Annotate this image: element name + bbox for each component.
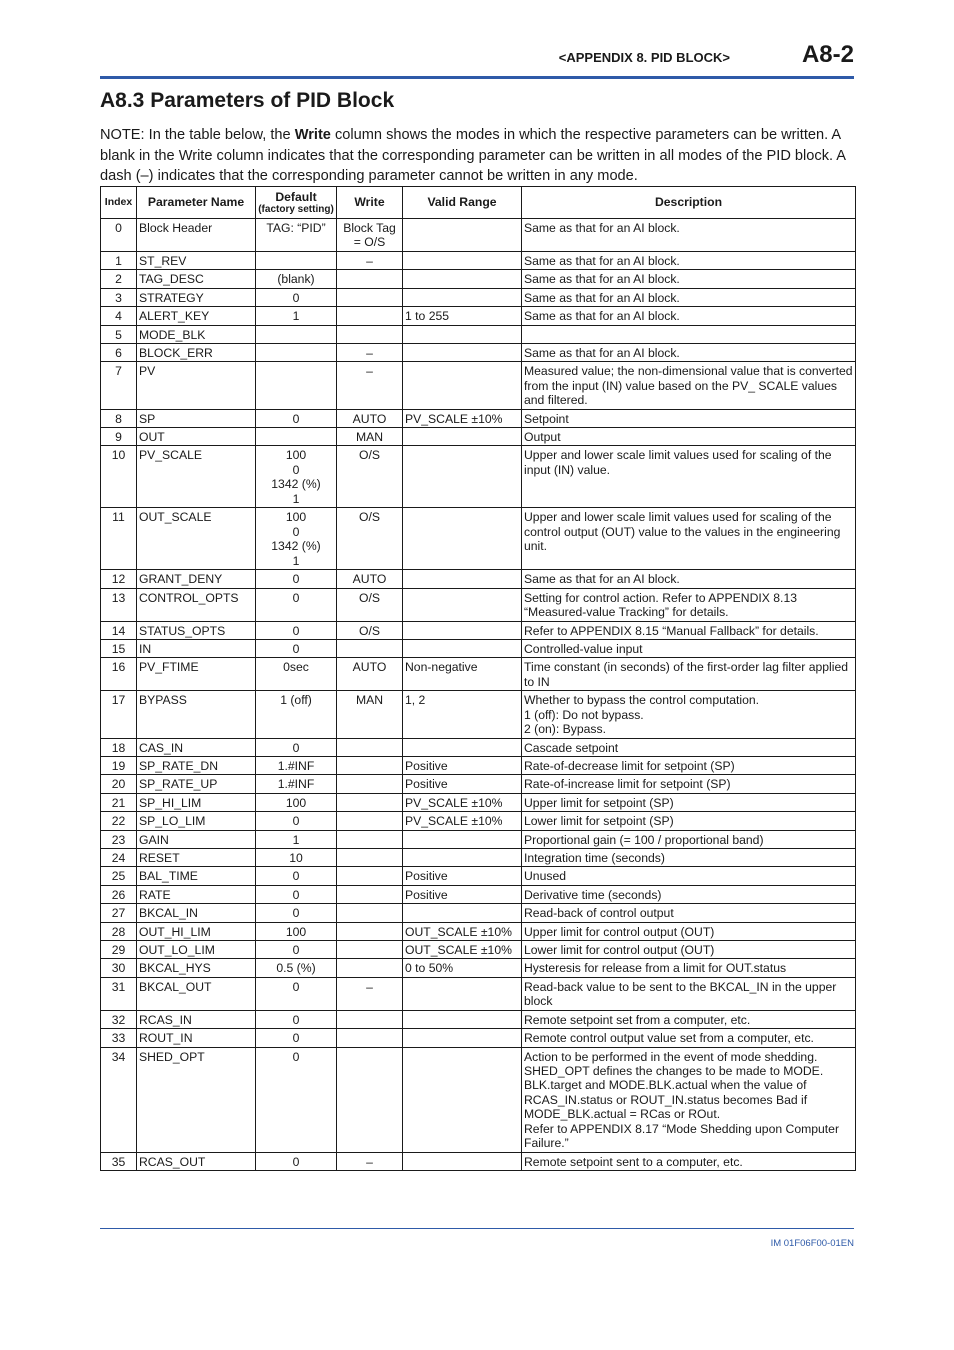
header-index: Index	[101, 187, 137, 219]
cell-default	[256, 362, 337, 409]
cell-index: 29	[101, 941, 137, 959]
table-row	[101, 344, 856, 362]
cell-valid-range: OUT_SCALE ±10%	[403, 941, 522, 959]
cell-valid-range: Positive	[403, 775, 522, 793]
cell-default: 0	[256, 941, 337, 959]
cell-parameter-name: OUT	[137, 428, 256, 446]
cell-write: MAN	[337, 428, 403, 446]
cell-description: Same as that for an AI block.	[522, 307, 856, 325]
document-id: IM 01F06F00-01EN	[770, 1238, 854, 1249]
note-suffix: column shows the modes in which the respective parameters can be written. A blank in the Write column indicates that the corresponding parameter can be written in all modes of the PID block. A dash (–) indicates that the corresponding parameter cannot be written in any mode.	[100, 127, 846, 184]
cell-parameter-name: PV_FTIME	[137, 658, 256, 691]
cell-description: Setpoint	[522, 409, 856, 427]
cell-write	[337, 775, 403, 793]
cell-index: 10	[101, 446, 137, 508]
cell-write: AUTO	[337, 658, 403, 691]
cell-default: 0	[256, 1152, 337, 1170]
cell-default: 10	[256, 848, 337, 866]
footer-rule	[100, 1228, 854, 1229]
cell-default: 1	[256, 830, 337, 848]
table-row	[101, 793, 856, 811]
header-default-sub: (factory setting)	[258, 204, 334, 216]
cell-write	[337, 1010, 403, 1028]
cell-valid-range	[403, 848, 522, 866]
cell-description: Upper and lower scale limit values used for scaling of the control output (OUT) value to the values in the engineering unit.	[522, 508, 856, 570]
cell-index: 3	[101, 288, 137, 306]
cell-description: Remote setpoint sent to a computer, etc.	[522, 1152, 856, 1170]
cell-default: 0	[256, 1010, 337, 1028]
cell-write: –	[337, 1152, 403, 1170]
cell-valid-range	[403, 446, 522, 508]
cell-index: 19	[101, 756, 137, 774]
cell-index: 5	[101, 325, 137, 343]
cell-write	[337, 922, 403, 940]
cell-parameter-name: BLOCK_ERR	[137, 344, 256, 362]
cell-description: Refer to APPENDIX 8.15 “Manual Fallback” for details.	[522, 621, 856, 639]
cell-valid-range	[403, 508, 522, 570]
cell-default: 100 0 1342 (%) 1	[256, 446, 337, 508]
cell-valid-range	[403, 288, 522, 306]
cell-valid-range	[403, 738, 522, 756]
note-bold-write: Write	[294, 127, 331, 143]
cell-default: 1 (off)	[256, 691, 337, 738]
cell-write	[337, 307, 403, 325]
cell-write	[337, 325, 403, 343]
cell-write: –	[337, 977, 403, 1010]
cell-write: AUTO	[337, 570, 403, 588]
table-row	[101, 270, 856, 288]
cell-parameter-name: SP_LO_LIM	[137, 812, 256, 830]
cell-parameter-name: SP	[137, 409, 256, 427]
cell-write	[337, 904, 403, 922]
cell-parameter-name: ST_REV	[137, 252, 256, 270]
cell-index: 35	[101, 1152, 137, 1170]
cell-description: Upper and lower scale limit values used for scaling of the input (IN) value.	[522, 446, 856, 508]
cell-valid-range: OUT_SCALE ±10%	[403, 922, 522, 940]
cell-default	[256, 252, 337, 270]
table-row	[101, 941, 856, 959]
cell-default: 100 0 1342 (%) 1	[256, 508, 337, 570]
table-row	[101, 977, 856, 1010]
table-row	[101, 570, 856, 588]
cell-index: 7	[101, 362, 137, 409]
cell-description: Same as that for an AI block.	[522, 570, 856, 588]
cell-write	[337, 1047, 403, 1152]
cell-description: Upper limit for setpoint (SP)	[522, 793, 856, 811]
cell-write	[337, 639, 403, 657]
cell-default: 0.5 (%)	[256, 959, 337, 977]
cell-index: 6	[101, 344, 137, 362]
table-row	[101, 588, 856, 621]
cell-default	[256, 428, 337, 446]
table-row	[101, 252, 856, 270]
cell-default: 0	[256, 904, 337, 922]
cell-write	[337, 885, 403, 903]
note-prefix: NOTE: In the table below, the	[100, 127, 295, 143]
table-row	[101, 830, 856, 848]
table-row	[101, 1010, 856, 1028]
cell-parameter-name: RCAS_OUT	[137, 1152, 256, 1170]
cell-default: 0	[256, 570, 337, 588]
cell-parameter-name: BKCAL_IN	[137, 904, 256, 922]
cell-description: Output	[522, 428, 856, 446]
cell-index: 13	[101, 588, 137, 621]
cell-index: 23	[101, 830, 137, 848]
cell-write	[337, 738, 403, 756]
cell-default: 100	[256, 793, 337, 811]
cell-index: 34	[101, 1047, 137, 1152]
cell-default: 0	[256, 1029, 337, 1047]
cell-default: 0	[256, 867, 337, 885]
cell-index: 14	[101, 621, 137, 639]
cell-parameter-name: GAIN	[137, 830, 256, 848]
cell-description	[522, 325, 856, 343]
cell-valid-range	[403, 1047, 522, 1152]
cell-index: 21	[101, 793, 137, 811]
cell-write	[337, 812, 403, 830]
cell-description: Rate-of-decrease limit for setpoint (SP)	[522, 756, 856, 774]
cell-description: Same as that for an AI block.	[522, 252, 856, 270]
table-row	[101, 639, 856, 657]
cell-index: 0	[101, 219, 137, 252]
cell-description: Upper limit for control output (OUT)	[522, 922, 856, 940]
header-write: Write	[337, 187, 403, 219]
cell-index: 30	[101, 959, 137, 977]
cell-default: (blank)	[256, 270, 337, 288]
cell-write	[337, 941, 403, 959]
cell-parameter-name: GRANT_DENY	[137, 570, 256, 588]
cell-write	[337, 830, 403, 848]
cell-parameter-name: ROUT_IN	[137, 1029, 256, 1047]
cell-valid-range	[403, 344, 522, 362]
cell-default: 0	[256, 588, 337, 621]
cell-index: 17	[101, 691, 137, 738]
cell-parameter-name: RESET	[137, 848, 256, 866]
cell-valid-range: PV_SCALE ±10%	[403, 793, 522, 811]
table-row	[101, 658, 856, 691]
cell-parameter-name: SP_HI_LIM	[137, 793, 256, 811]
table-row	[101, 219, 856, 252]
table-row	[101, 621, 856, 639]
cell-write	[337, 867, 403, 885]
cell-parameter-name: RATE	[137, 885, 256, 903]
cell-valid-range	[403, 570, 522, 588]
cell-index: 12	[101, 570, 137, 588]
cell-description: Controlled-value input	[522, 639, 856, 657]
cell-index: 8	[101, 409, 137, 427]
parameters-table	[100, 186, 856, 1171]
table-row	[101, 756, 856, 774]
cell-write	[337, 959, 403, 977]
cell-parameter-name: STRATEGY	[137, 288, 256, 306]
cell-write: AUTO	[337, 409, 403, 427]
cell-description: Remote control output value set from a computer, etc.	[522, 1029, 856, 1047]
cell-parameter-name: OUT_LO_LIM	[137, 941, 256, 959]
cell-valid-range: PV_SCALE ±10%	[403, 812, 522, 830]
table-row	[101, 959, 856, 977]
cell-parameter-name: TAG_DESC	[137, 270, 256, 288]
cell-description: Setting for control action. Refer to APPENDIX 8.13 “Measured-value Tracking” for details.	[522, 588, 856, 621]
cell-parameter-name: SP_RATE_DN	[137, 756, 256, 774]
cell-index: 22	[101, 812, 137, 830]
cell-default: 0	[256, 409, 337, 427]
cell-description: Same as that for an AI block.	[522, 219, 856, 252]
header-description: Description	[522, 187, 856, 219]
cell-index: 31	[101, 977, 137, 1010]
cell-default: 1.#INF	[256, 756, 337, 774]
cell-write	[337, 756, 403, 774]
table-row	[101, 922, 856, 940]
cell-parameter-name: CAS_IN	[137, 738, 256, 756]
table-row	[101, 775, 856, 793]
cell-default: 1	[256, 307, 337, 325]
cell-parameter-name: OUT_HI_LIM	[137, 922, 256, 940]
cell-description: Hysteresis for release from a limit for OUT.status	[522, 959, 856, 977]
cell-valid-range	[403, 362, 522, 409]
cell-index: 26	[101, 885, 137, 903]
table-row	[101, 446, 856, 508]
table-row	[101, 409, 856, 427]
cell-valid-range: 1 to 255	[403, 307, 522, 325]
cell-default: 0	[256, 639, 337, 657]
cell-description: Lower limit for setpoint (SP)	[522, 812, 856, 830]
cell-default: 0	[256, 621, 337, 639]
cell-parameter-name: SHED_OPT	[137, 1047, 256, 1152]
cell-default: 100	[256, 922, 337, 940]
cell-index: 4	[101, 307, 137, 325]
cell-valid-range	[403, 830, 522, 848]
cell-valid-range	[403, 252, 522, 270]
cell-valid-range: Non-negative	[403, 658, 522, 691]
cell-description: Unused	[522, 867, 856, 885]
cell-write	[337, 288, 403, 306]
cell-index: 18	[101, 738, 137, 756]
page-header	[100, 38, 854, 79]
cell-parameter-name: PV	[137, 362, 256, 409]
cell-parameter-name: SP_RATE_UP	[137, 775, 256, 793]
cell-index: 1	[101, 252, 137, 270]
cell-parameter-name: BAL_TIME	[137, 867, 256, 885]
cell-description: Proportional gain (= 100 / proportional band)	[522, 830, 856, 848]
table-row	[101, 428, 856, 446]
cell-valid-range	[403, 428, 522, 446]
table-row	[101, 1047, 856, 1152]
cell-parameter-name: CONTROL_OPTS	[137, 588, 256, 621]
cell-description: Same as that for an AI block.	[522, 288, 856, 306]
cell-parameter-name: BKCAL_HYS	[137, 959, 256, 977]
cell-index: 9	[101, 428, 137, 446]
cell-default: 0	[256, 977, 337, 1010]
cell-index: 2	[101, 270, 137, 288]
cell-parameter-name: OUT_SCALE	[137, 508, 256, 570]
table-row	[101, 904, 856, 922]
header-parameter-name: Parameter Name	[137, 187, 256, 219]
cell-write	[337, 793, 403, 811]
cell-description: Read-back value to be sent to the BKCAL_IN in the upper block	[522, 977, 856, 1010]
cell-parameter-name: MODE_BLK	[137, 325, 256, 343]
cell-description: Rate-of-increase limit for setpoint (SP)	[522, 775, 856, 793]
cell-parameter-name: Block Header	[137, 219, 256, 252]
cell-index: 32	[101, 1010, 137, 1028]
cell-valid-range: Positive	[403, 885, 522, 903]
cell-valid-range	[403, 639, 522, 657]
table-row	[101, 307, 856, 325]
cell-parameter-name: RCAS_IN	[137, 1010, 256, 1028]
table-row	[101, 867, 856, 885]
cell-description: Measured value; the non-dimensional value that is converted from the input (IN) value based on the PV_ SCALE values and filtered.	[522, 362, 856, 409]
cell-default: 1.#INF	[256, 775, 337, 793]
cell-write: MAN	[337, 691, 403, 738]
cell-parameter-name: BKCAL_OUT	[137, 977, 256, 1010]
cell-description: Action to be performed in the event of mode shedding. SHED_OPT defines the changes to be made to MODE. BLK.target and MODE.BLK.actual when the value of RCAS_IN.status or ROUT_IN.status becomes Bad if MODE_BLK.actual = RCas or ROut. Refer to APPENDIX 8.17 “Mode Shedding upon Computer Failure.”	[522, 1047, 856, 1152]
cell-index: 11	[101, 508, 137, 570]
table-row	[101, 691, 856, 738]
cell-default: 0	[256, 1047, 337, 1152]
appendix-label: <APPENDIX 8. PID BLOCK>	[558, 50, 730, 65]
cell-write	[337, 1029, 403, 1047]
cell-write	[337, 270, 403, 288]
cell-write: –	[337, 344, 403, 362]
cell-parameter-name: IN	[137, 639, 256, 657]
cell-description: Derivative time (seconds)	[522, 885, 856, 903]
cell-default: 0	[256, 812, 337, 830]
cell-default	[256, 344, 337, 362]
cell-description: Same as that for an AI block.	[522, 270, 856, 288]
cell-write: O/S	[337, 621, 403, 639]
page-number: A8-2	[801, 41, 854, 68]
cell-valid-range: Positive	[403, 756, 522, 774]
table-row	[101, 738, 856, 756]
cell-description: Cascade setpoint	[522, 738, 856, 756]
cell-index: 15	[101, 639, 137, 657]
cell-valid-range	[403, 1029, 522, 1047]
section-title: A8.3 Parameters of PID Block	[100, 89, 395, 112]
table-body	[101, 219, 856, 1171]
cell-default: 0sec	[256, 658, 337, 691]
cell-valid-range	[403, 1010, 522, 1028]
table-row	[101, 508, 856, 570]
cell-valid-range: Positive	[403, 867, 522, 885]
cell-parameter-name: ALERT_KEY	[137, 307, 256, 325]
cell-index: 27	[101, 904, 137, 922]
cell-description: Integration time (seconds)	[522, 848, 856, 866]
cell-valid-range: 1, 2	[403, 691, 522, 738]
table-row	[101, 848, 856, 866]
cell-write: O/S	[337, 446, 403, 508]
cell-valid-range: PV_SCALE ±10%	[403, 409, 522, 427]
table-header-row	[101, 187, 856, 219]
cell-write: Block Tag = O/S	[337, 219, 403, 252]
cell-default: 0	[256, 288, 337, 306]
cell-index: 24	[101, 848, 137, 866]
cell-valid-range	[403, 977, 522, 1010]
cell-index: 20	[101, 775, 137, 793]
cell-valid-range	[403, 621, 522, 639]
cell-valid-range	[403, 1152, 522, 1170]
cell-valid-range	[403, 219, 522, 252]
cell-description: Lower limit for control output (OUT)	[522, 941, 856, 959]
cell-valid-range	[403, 904, 522, 922]
cell-description: Same as that for an AI block.	[522, 344, 856, 362]
table-row	[101, 1029, 856, 1047]
cell-description: Remote setpoint set from a computer, etc.	[522, 1010, 856, 1028]
cell-valid-range	[403, 325, 522, 343]
cell-default	[256, 325, 337, 343]
cell-parameter-name: STATUS_OPTS	[137, 621, 256, 639]
cell-description: Time constant (in seconds) of the first-order lag filter applied to IN	[522, 658, 856, 691]
table-row	[101, 885, 856, 903]
table-row	[101, 1152, 856, 1170]
cell-write: –	[337, 252, 403, 270]
cell-default: TAG: “PID”	[256, 219, 337, 252]
table-row	[101, 362, 856, 409]
cell-write: O/S	[337, 588, 403, 621]
header-valid-range: Valid Range	[403, 187, 522, 219]
table-row	[101, 288, 856, 306]
cell-write	[337, 848, 403, 866]
header-default-label: Default	[275, 189, 317, 204]
cell-write: –	[337, 362, 403, 409]
cell-index: 25	[101, 867, 137, 885]
cell-description: Read-back of control output	[522, 904, 856, 922]
cell-write: O/S	[337, 508, 403, 570]
cell-valid-range: 0 to 50%	[403, 959, 522, 977]
cell-valid-range	[403, 588, 522, 621]
table-row	[101, 325, 856, 343]
cell-parameter-name: BYPASS	[137, 691, 256, 738]
cell-parameter-name: PV_SCALE	[137, 446, 256, 508]
cell-index: 28	[101, 922, 137, 940]
note-paragraph	[100, 125, 854, 187]
cell-index: 16	[101, 658, 137, 691]
cell-valid-range	[403, 270, 522, 288]
cell-default: 0	[256, 738, 337, 756]
header-default	[256, 187, 337, 219]
cell-index: 33	[101, 1029, 137, 1047]
cell-default: 0	[256, 885, 337, 903]
table-row	[101, 812, 856, 830]
cell-description: Whether to bypass the control computation. 1 (off): Do not bypass. 2 (on): Bypass.	[522, 691, 856, 738]
